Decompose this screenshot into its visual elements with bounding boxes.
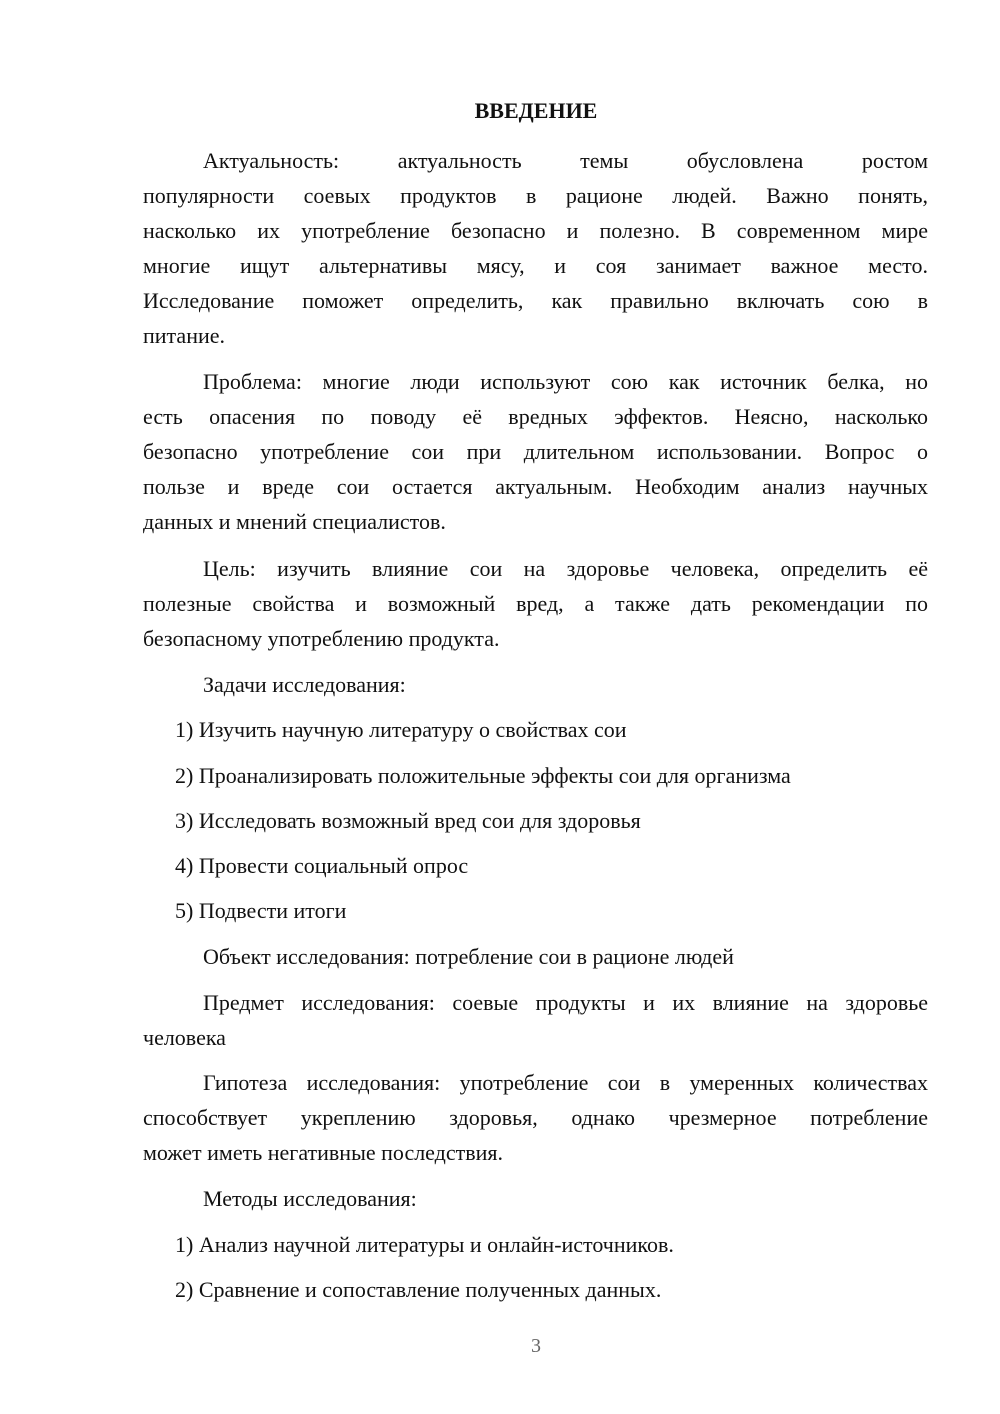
list-item bbox=[143, 803, 928, 838]
paragraph bbox=[143, 364, 928, 539]
paragraph bbox=[143, 551, 928, 656]
list-item bbox=[143, 893, 928, 928]
list-item bbox=[143, 1227, 928, 1262]
paragraph bbox=[143, 667, 928, 702]
list-item bbox=[143, 712, 928, 747]
paragraph bbox=[143, 985, 928, 1055]
text-line: данных и мнений специалистов. bbox=[143, 509, 446, 534]
text-line: человека bbox=[143, 1025, 226, 1050]
text-line: Актуальность: актуальность темы обусловлена ростом bbox=[203, 148, 928, 173]
text-line: пользе и вреде сои остается актуальным. Необходим анализ научных bbox=[143, 474, 928, 499]
text-line: способствует укреплению здоровья, однако чрезмерное потребление bbox=[143, 1105, 928, 1130]
text-line: безопасному употреблению продукта. bbox=[143, 626, 500, 651]
list-item-text: 2) Проанализировать положительные эффекты сои для организма bbox=[175, 763, 791, 788]
paragraph bbox=[143, 1181, 928, 1216]
text-line: полезные свойства и возможный вред, а также дать рекомендации по bbox=[143, 591, 928, 616]
text-line: безопасно употребление сои при длительном использовании. Вопрос о bbox=[143, 439, 928, 464]
text-line: может иметь негативные последствия. bbox=[143, 1140, 504, 1165]
paragraph bbox=[143, 939, 928, 974]
section-title: ВВЕДЕНИЕ bbox=[474, 98, 598, 123]
text-line: есть опасения по поводу её вредных эффектов. Неясно, насколько bbox=[143, 404, 928, 429]
text-line: многие ищут альтернативы мясу, и соя занимает важное место. bbox=[143, 253, 928, 278]
list-item-text: 1) Изучить научную литературу о свойствах сои bbox=[175, 717, 627, 742]
list-item bbox=[143, 758, 928, 793]
text-line: Проблема: многие люди используют сою как источник белка, но bbox=[203, 369, 928, 394]
list-item bbox=[143, 1272, 928, 1307]
text-line: Задачи исследования: bbox=[203, 672, 406, 697]
list-item-text: 5) Подвести итоги bbox=[175, 898, 347, 923]
list-item bbox=[143, 848, 928, 883]
list-item-text: 3) Исследовать возможный вред сои для здоровья bbox=[175, 808, 641, 833]
text-line: насколько их употребление безопасно и полезно. В современном мире bbox=[143, 218, 928, 243]
text-line: Цель: изучить влияние сои на здоровье человека, определить её bbox=[203, 556, 928, 581]
text-line: Объект исследования: потребление сои в рационе людей bbox=[203, 944, 734, 969]
paragraph bbox=[143, 143, 928, 353]
list-item-text: 1) Анализ научной литературы и онлайн-источников. bbox=[175, 1232, 674, 1257]
text-line: Гипотеза исследования: употребление сои в умеренных количествах bbox=[203, 1070, 928, 1095]
page-number: 3 bbox=[531, 1335, 541, 1357]
text-line: Методы исследования: bbox=[203, 1186, 417, 1211]
text-line: Исследование поможет определить, как правильно включать сою в bbox=[143, 288, 928, 313]
text-line: популярности соевых продуктов в рационе людей. Важно понять, bbox=[143, 183, 928, 208]
list-item-text: 2) Сравнение и сопоставление полученных данных. bbox=[175, 1277, 662, 1302]
text-line: питание. bbox=[143, 323, 226, 348]
list-item-text: 4) Провести социальный опрос bbox=[175, 853, 469, 878]
paragraph bbox=[143, 1065, 928, 1170]
text-line: Предмет исследования: соевые продукты и их влияние на здоровье bbox=[203, 990, 928, 1015]
